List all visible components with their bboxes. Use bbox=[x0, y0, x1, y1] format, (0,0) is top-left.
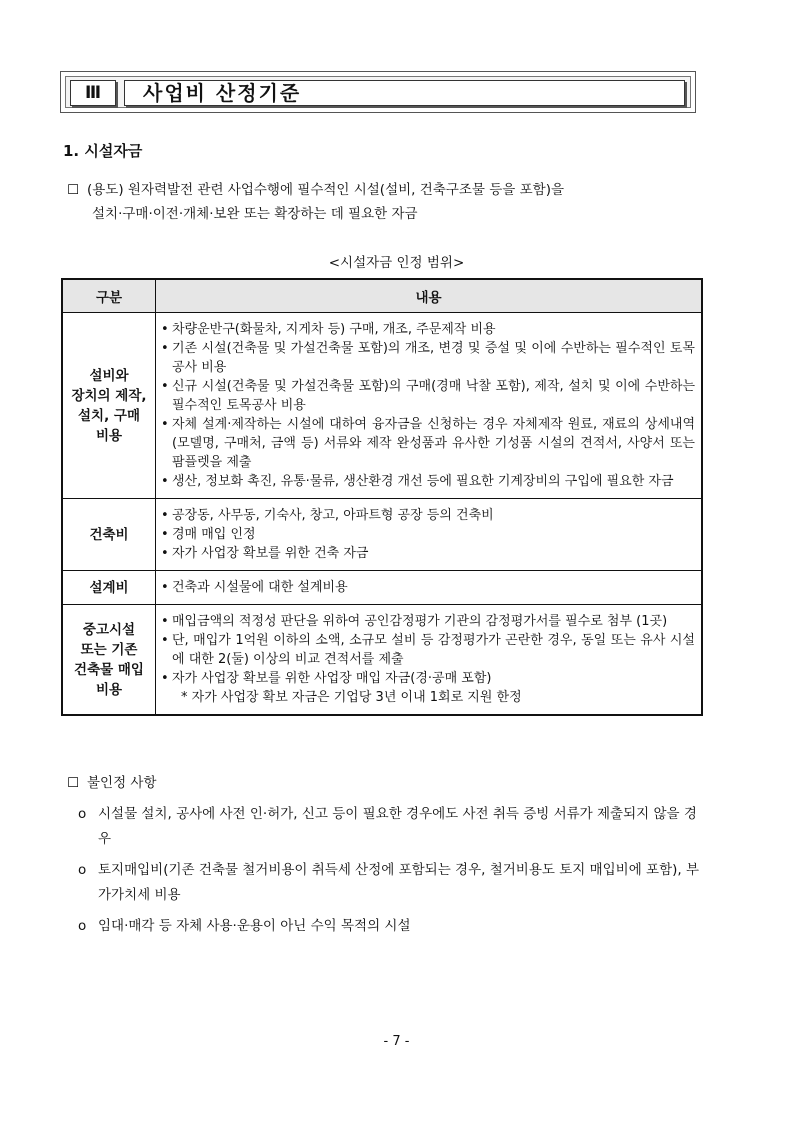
chapter-header bbox=[60, 71, 696, 113]
category-line: 설계비 bbox=[89, 579, 129, 596]
page-number: - 7 - bbox=[383, 1034, 410, 1049]
section-title: 1. 시설자금 bbox=[63, 142, 143, 160]
category-line: 설치, 구매 bbox=[78, 407, 140, 424]
chapter-number: Ⅲ bbox=[70, 80, 116, 106]
list-item: o 임대·매각 등 자체 사용·운용이 아닌 수익 목적의 시설 bbox=[78, 914, 706, 939]
category-cell bbox=[62, 313, 156, 499]
list-item: o 시설물 설치, 공사에 사전 인·허가, 신고 등이 필요한 경우에도 사전 취득 증빙 서류가 제출되지 않을 경우 bbox=[78, 802, 706, 852]
table-row bbox=[62, 313, 702, 499]
list-item: • 자가 사업장 확보를 위한 건축 자금 bbox=[161, 546, 369, 561]
category-line: 건축물 매입 bbox=[74, 661, 144, 678]
category-line: 중고시설 bbox=[82, 621, 136, 638]
list-item: • 신규 시설(건축물 및 가설건축물 포함)의 구매(경매 낙찰 포함), 제작, 설치 및 이에 수반하는 필수적인 토목공사 비용 bbox=[161, 379, 695, 413]
list-item: o 토지매입비(기존 건축물 철거비용이 취득세 산정에 포함되는 경우, 철거비용도 토지 매입비에 포함), 부가가치세 비용 bbox=[78, 858, 706, 908]
bullet-icon: • bbox=[161, 580, 169, 595]
category-line: 건축비 bbox=[89, 526, 129, 543]
table-row bbox=[62, 571, 702, 605]
content-cell bbox=[156, 313, 703, 499]
list-item: • 기존 시설(건축물 및 가설건축물 포함)의 개조, 변경 및 증설 및 이에 수반하는 필수적인 토목공사 비용 bbox=[161, 341, 695, 375]
category-line: 비용 bbox=[95, 427, 123, 444]
list-item: • 차량운반구(화물차, 지게차 등) 구매, 개조, 주문제작 비용 bbox=[161, 322, 496, 337]
list-item: • 자체 설계·제작하는 시설에 대하여 융자금을 신청하는 경우 자체제작 원료, 재료의 상세내역(모델명, 구매처, 금액 등) 서류와 제작 완성품과 유사한 기성품 시설의 견적서, 사양서 또는 팜플렛을 제출 bbox=[161, 417, 695, 470]
category-cell bbox=[62, 605, 156, 716]
category-cell bbox=[62, 571, 156, 605]
chapter-header-inner bbox=[65, 76, 691, 108]
column-header-content: 내용 bbox=[156, 279, 703, 313]
category-line: 장치의 제작, bbox=[71, 387, 147, 404]
content-cell bbox=[156, 605, 703, 716]
bullet-icon: • bbox=[161, 341, 169, 356]
table-row bbox=[62, 605, 702, 716]
table-caption: <시설자금 인정 범위> bbox=[328, 255, 465, 271]
list-item: • 매입금액의 적정성 판단을 위하여 공인감정평가 기관의 감정평가서를 필수로 첨부 (1곳) bbox=[161, 614, 668, 629]
bullet-icon: • bbox=[161, 322, 169, 337]
purpose-line-2: 설치·구매·이전·개체·보완 또는 확장하는 데 필요한 자금 bbox=[92, 206, 418, 222]
bullet-icon: • bbox=[161, 474, 169, 489]
bullet-icon: • bbox=[161, 671, 169, 686]
bullet-icon: • bbox=[161, 508, 169, 523]
bullet-icon: • bbox=[161, 633, 169, 648]
list-item: • 경매 매입 인정 bbox=[161, 527, 256, 542]
circle-bullet-icon: o bbox=[78, 806, 87, 822]
table-row bbox=[62, 499, 702, 571]
content-cell bbox=[156, 571, 703, 605]
list-item: • 생산, 정보화 촉진, 유통·물류, 생산환경 개선 등에 필요한 기계장비의 구입에 필요한 자금 bbox=[161, 474, 674, 489]
table-header-row bbox=[62, 279, 702, 313]
category-line: 설비와 bbox=[89, 367, 129, 384]
chapter-title: 사업비 산정기준 bbox=[124, 80, 685, 106]
checkbox-square-icon: ☐ bbox=[67, 775, 80, 791]
bullet-icon: • bbox=[161, 527, 169, 542]
list-item: • 공장동, 사무동, 기숙사, 창고, 아파트형 공장 등의 건축비 bbox=[161, 508, 494, 523]
circle-bullet-icon: o bbox=[78, 918, 87, 934]
circle-bullet-icon: o bbox=[78, 862, 87, 878]
nonrecognition-list bbox=[78, 802, 706, 945]
bullet-icon: • bbox=[161, 379, 169, 394]
nonrecognition-title: 불인정 사항 bbox=[87, 775, 157, 791]
column-header-category: 구분 bbox=[62, 279, 156, 313]
list-item: • 단, 매입가 1억원 이하의 소액, 소규모 설비 등 감정평가가 곤란한 경우, 동일 또는 유사 시설에 대한 2(둘) 이상의 비교 견적서를 제출 bbox=[161, 633, 695, 667]
list-item: • 건축과 시설물에 대한 설계비용 bbox=[161, 580, 348, 595]
category-line: 비용 bbox=[95, 681, 123, 698]
content-cell bbox=[156, 499, 703, 571]
facility-fund-range-table bbox=[61, 278, 703, 716]
list-item: • 자가 사업장 확보를 위한 사업장 매입 자금(경·공매 포함) bbox=[161, 671, 492, 686]
checkbox-square-icon: ☐ bbox=[67, 182, 80, 198]
category-line: 또는 기존 bbox=[80, 641, 138, 658]
purpose-line-1: (용도) 원자력발전 관련 사업수행에 필수적인 시설(설비, 건축구조물 등을 포함)을 bbox=[87, 182, 564, 198]
bullet-icon: • bbox=[161, 417, 169, 432]
nonrecognition-heading bbox=[67, 771, 157, 791]
category-cell bbox=[62, 499, 156, 571]
bullet-icon: • bbox=[161, 546, 169, 561]
purpose-paragraph bbox=[67, 178, 707, 226]
footnote: * 자가 사업장 확보 자금은 기업당 3년 이내 1회로 지원 한정 bbox=[181, 690, 522, 705]
bullet-icon: • bbox=[161, 614, 169, 629]
